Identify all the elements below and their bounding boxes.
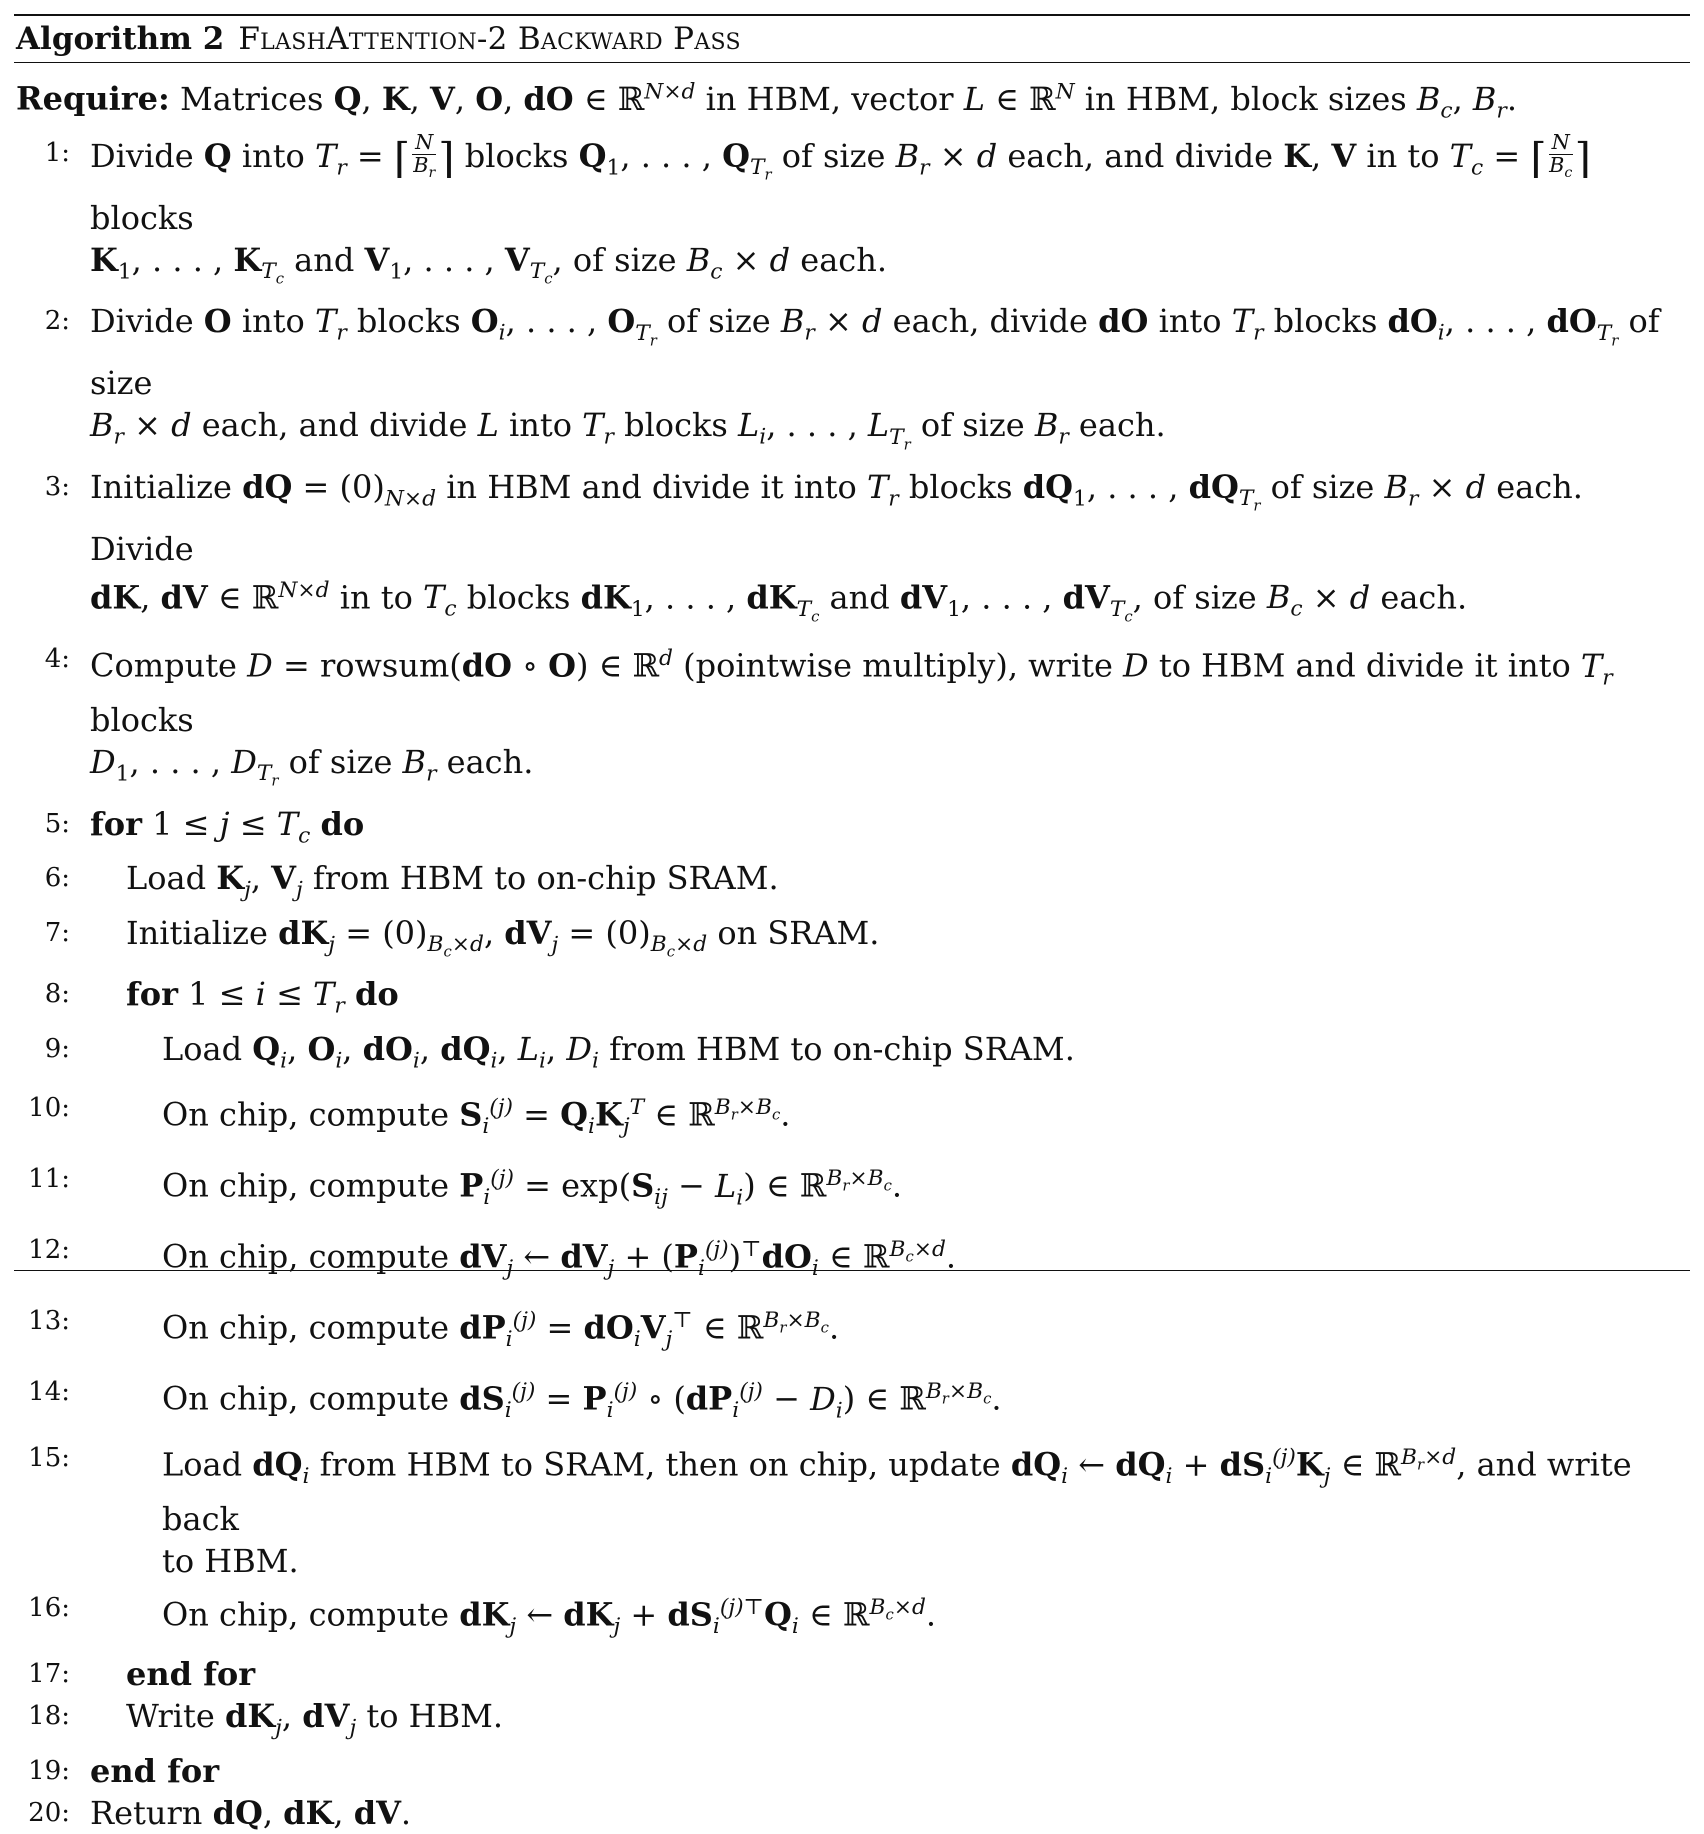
line-12 (14, 1224, 1690, 1295)
line-17 (14, 1653, 1690, 1695)
algorithm-label: Algorithm 2 (16, 21, 225, 57)
line-number: 10: (28, 1093, 70, 1124)
line-14 (14, 1366, 1690, 1437)
line-2 (14, 300, 1690, 465)
line-7 (14, 912, 1690, 974)
line-number: 18: (28, 1701, 70, 1732)
line-8 (14, 973, 1690, 1027)
line-text: On chip, compute $dK_j$ ← $dK_j + dS_i^{(j)⊤}Q_i$ ∈ ℝ$^{B_c\times d}$. (162, 1595, 937, 1640)
bottom-rule (14, 1270, 1690, 1271)
require-text: Matrices Q, K, V, O, dO ∈ ℝ$^{N\times d}$ in HBM, vector L ∈ ℝ$^N$ in HBM, block sizes $B_c$, $B_r$. (179, 79, 1517, 124)
line-3 (14, 466, 1690, 638)
line-text: Divide O into $T_r$ blocks $O_i$, . . . , $O_{T_r}$ of size $B_r \times d$ each, divide dO into $T_r$ blocks $dO_i$, . . . , $dO_{T_r}$ of size $B_r \times d$ each, and divide L into $T_r$ blocks $L_i$, . . . , $L_{T_r}$ of size $B_r$ each. (90, 302, 1660, 453)
line-text: On chip, compute $dV_j$ ← $dV_j + (P_i^{(j)})^⊤dO_i$ ∈ ℝ$^{B_c\times d}$. (162, 1237, 957, 1282)
line-9 (14, 1028, 1690, 1082)
line-number: 5: (44, 808, 70, 839)
line-number: 9: (44, 1033, 70, 1064)
header-rule (14, 62, 1690, 63)
line-6 (14, 857, 1690, 911)
line-18 (14, 1695, 1690, 1749)
line-11 (14, 1153, 1690, 1224)
line-number: 15: (28, 1443, 70, 1474)
line-number: 6: (44, 863, 70, 894)
line-number: 13: (28, 1306, 70, 1337)
line-text: On chip, compute $S_i^{(j)} = Q_iK_j^T$ ∈ ℝ$^{B_r\times B_c}$. (162, 1095, 791, 1140)
line-text: On chip, compute $dP_i^{(j)} = dO_iV_j^⊤$ ∈ ℝ$^{B_r\times B_c}$. (162, 1308, 840, 1353)
line-text: Load $K_j$, $V_j$ from HBM to on-chip SRAM. (126, 859, 779, 903)
line-text: Initialize $dK_j = (0)_{B_c\times d}$, $dV_j = (0)_{B_c\times d}$ on SRAM. (126, 913, 880, 961)
line-number: 11: (28, 1164, 70, 1195)
line-number: 14: (28, 1377, 70, 1408)
line-number: 4: (44, 644, 70, 675)
line-text: Initialize dQ = $(0)_{N\times d}$ in HBM and divide it into $T_r$ blocks $dQ_1$, . . . , $dQ_{T_r}$ of size $B_r \times d$ each. Divide dK, dV ∈ ℝ$^{N\times d}$ in to $T_c$ blocks $dK_1$, . . . , $dK_{T_c}$ and $dV_1$, . . . , $dV_{T_c}$, of size $B_c \times d$ each. (90, 467, 1583, 626)
line-19 (14, 1750, 1690, 1792)
line-number: 8: (44, 979, 70, 1010)
line-number: 12: (28, 1235, 70, 1266)
algorithm-header (14, 16, 1690, 62)
algorithm-title: FlashAttention-2 Backward Pass (238, 21, 741, 57)
line-16 (14, 1582, 1690, 1653)
line-text: Load $dQ_i$ from HBM to SRAM, then on chip, update $dQ_i$ ← $dQ_i + dS_i^{(j)}K_j$ ∈ ℝ$^{B_r\times d}$, and write back to HBM. (162, 1445, 1632, 1581)
line-number: 17: (28, 1659, 70, 1690)
line-text: Write $dK_j$, $dV_j$ to HBM. (126, 1697, 504, 1741)
line-text: Divide Q into $T_r$ = ⌈ $\frac{N}{B_r}$ ⌉ blocks $Q_1$, . . . , $Q_{T_r}$ of size $B_r \times d$ each, and divide K, V in to $T_c$ = ⌈ $\frac{N}{B_c}$ ⌉ blocks $K_1$, . . . , $K_{T_c}$ and $V_1$, . . . , $V_{T_c}$, of size $B_c \times d$ each. (90, 130, 1592, 288)
line-number: 20: (28, 1797, 70, 1828)
line-15 (14, 1437, 1690, 1582)
line-text: for $1 \le j \le T_c$ do (90, 804, 365, 849)
line-20 (14, 1792, 1690, 1834)
line-text: end for (126, 1655, 256, 1694)
line-number: 3: (44, 471, 70, 502)
line-number: 19: (28, 1755, 70, 1786)
require-keyword: Require: (16, 79, 170, 118)
line-number: 1: (44, 138, 70, 169)
require-line (14, 71, 1690, 132)
line-text: On chip, compute $dS_i^{(j)} = P_i^{(j)}$ ∘ $(dP_i^{(j)} - D_i)$ ∈ ℝ$^{B_r\times B_c}$. (162, 1379, 1002, 1424)
line-13 (14, 1295, 1690, 1366)
line-text: Compute D = rowsum(dO ∘ O) ∈ ℝ$^d$ (pointwise multiply), write D to HBM and divide it into $T_r$ blocks $D_1$, . . . , $D_{T_r}$ of size $B_r$ each. (90, 646, 1613, 790)
line-text: Load $Q_i$, $O_i$, $dO_i$, $dQ_i$, $L_i$, $D_i$ from HBM to on-chip SRAM. (162, 1029, 1075, 1074)
line-1 (14, 132, 1690, 300)
algorithm-block (14, 14, 1690, 1834)
line-number: 16: (28, 1593, 70, 1624)
line-text: end for (90, 1751, 220, 1790)
line-text: On chip, compute $P_i^{(j)} = \exp(S_{ij} - L_i)$ ∈ ℝ$^{B_r\times B_c}$. (162, 1166, 903, 1211)
line-text: Return dQ, dK, dV. (90, 1793, 412, 1832)
line-10 (14, 1082, 1690, 1153)
line-number: 7: (44, 917, 70, 948)
line-5 (14, 803, 1690, 857)
line-number: 2: (44, 306, 70, 337)
line-text: for $1 \le i \le T_r$ do (126, 975, 399, 1019)
line-4 (14, 638, 1690, 803)
